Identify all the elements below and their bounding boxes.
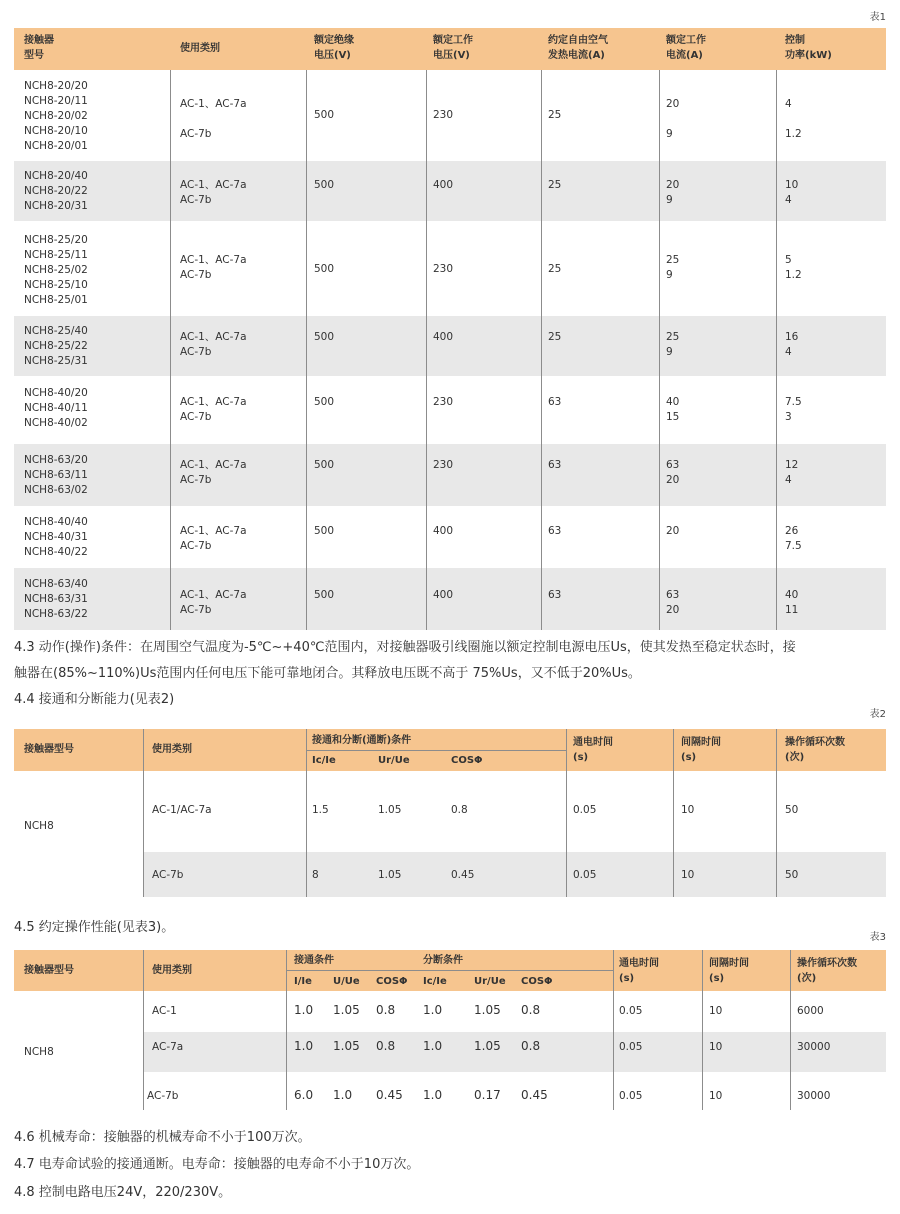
table1-header-working-current: 额定工作 电流(A) (666, 35, 706, 61)
table1-insulation-voltage: 500 (314, 589, 335, 601)
table1-power: 40 11 (785, 589, 799, 616)
table3-header-subline (286, 970, 614, 971)
table3-divider (613, 950, 614, 1110)
table3-cos-break: 0.8 (521, 1039, 541, 1053)
table2-interval: 10 (681, 804, 695, 816)
table2-cos: 0.45 (451, 869, 475, 881)
table3-time: 0.05 (619, 1041, 643, 1053)
table3-header-ic-ie: Ic/Ie (423, 976, 447, 987)
table1-thermal-current: 25 (548, 179, 562, 191)
table1-divider (426, 70, 427, 630)
table2-divider (776, 729, 777, 897)
table3-divider (790, 950, 791, 1110)
table1-working-voltage: 400 (433, 179, 454, 191)
table3-u-ue: 1.05 (333, 1039, 360, 1053)
table1-power: 26 7.5 (785, 525, 802, 552)
table1-insulation-voltage: 500 (314, 179, 335, 191)
table1-working-voltage: 400 (433, 589, 454, 601)
table1-divider (170, 70, 171, 630)
section-4-8: 4.8 控制电路电压24V，220/230V。 (14, 1185, 232, 1200)
table2-ic-ie: 1.5 (312, 804, 329, 816)
table1-category: AC-1、AC-7a AC-7b (180, 179, 247, 206)
table1-category: AC-1、AC-7a AC-7b (180, 331, 247, 358)
table1-category: AC-1、AC-7a AC-7b (180, 254, 247, 281)
table1-working-current: 63 20 (666, 459, 680, 486)
section-4-6: 4.6 机械寿命：接触器的机械寿命不小于100万次。 (14, 1130, 311, 1145)
table2-header-ur-ue: Ur/Ue (378, 755, 410, 766)
table2-model: NCH8 (24, 820, 54, 832)
table2-label: 表2 (869, 709, 886, 720)
table2-header-interval: 间隔时间 (s) (681, 737, 721, 763)
table1-model: NCH8-63/40 NCH8-63/31 NCH8-63/22 (24, 578, 88, 620)
table1-working-voltage: 230 (433, 459, 454, 471)
table1-working-voltage: 230 (433, 396, 454, 408)
table1-thermal-current: 25 (548, 263, 562, 275)
table3-header-time: 通电时间 (s) (619, 958, 659, 984)
table1-working-voltage: 230 (433, 109, 454, 121)
table3-ur-ue: 1.05 (474, 1003, 501, 1017)
table1-category: AC-1、AC-7a AC-7b (180, 589, 247, 616)
table3-model: NCH8 (24, 1046, 54, 1058)
table1-working-current: 63 20 (666, 589, 680, 616)
table3-divider (143, 950, 144, 1110)
table1-category: AC-1、AC-7a AC-7b (180, 396, 247, 423)
table2-ur-ue: 1.05 (378, 804, 402, 816)
table1-header-working-voltage: 额定工作 电压(V) (433, 35, 473, 61)
table1-model: NCH8-40/20 NCH8-40/11 NCH8-40/02 (24, 387, 88, 429)
table3-time: 0.05 (619, 1090, 643, 1102)
table3-row-bg (144, 1032, 886, 1072)
table1-row-bg (14, 444, 886, 506)
table3-header-cos-make: COSΦ (376, 976, 408, 987)
table3-interval: 10 (709, 1041, 723, 1053)
table1-thermal-current: 63 (548, 525, 562, 537)
table3-label: 表3 (869, 932, 886, 943)
table2-header-time: 通电时间 (s) (573, 737, 613, 763)
table1-model: NCH8-20/40 NCH8-20/22 NCH8-20/31 (24, 170, 88, 212)
table3-header-make: 接通条件 (294, 955, 334, 966)
table1-insulation-voltage: 500 (314, 331, 335, 343)
table1-category: AC-1、AC-7a AC-7b (180, 459, 247, 486)
table3-ic-ie: 1.0 (423, 1088, 443, 1102)
section-4-4-title: 4.4 接通和分断能力(见表2) (14, 692, 175, 707)
table3-header-interval: 间隔时间 (s) (709, 958, 749, 984)
table2-divider (673, 729, 674, 897)
table2-interval: 10 (681, 869, 695, 881)
table2-time: 0.05 (573, 804, 597, 816)
table1-divider (541, 70, 542, 630)
table3-cos-make: 0.8 (376, 1039, 396, 1053)
table3-header-break: 分断条件 (423, 955, 463, 966)
table3-header-u-ue: U/Ue (333, 976, 360, 987)
table2-category: AC-1/AC-7a (152, 804, 212, 816)
table3-ur-ue: 1.05 (474, 1039, 501, 1053)
table2-header-cycles: 操作循环次数 (次) (785, 737, 845, 763)
table2-divider (143, 729, 144, 897)
table3-time: 0.05 (619, 1005, 643, 1017)
table3-cycles: 30000 (797, 1041, 831, 1053)
table2-ur-ue: 1.05 (378, 869, 402, 881)
table3-divider (702, 950, 703, 1110)
table1-model: NCH8-25/20 NCH8-25/11 NCH8-25/02 NCH8-25/10 NCH8-25/01 (24, 234, 88, 306)
table2-ic-ie: 8 (312, 869, 319, 881)
table1-divider (776, 70, 777, 630)
table2-row-bg (144, 852, 886, 897)
table3-category: AC-7a (152, 1041, 184, 1053)
table1-power: 5 1.2 (785, 254, 802, 281)
section-4-3-line1: 4.3 动作(操作)条件：在周围空气温度为-5℃~+40℃范围内，对接触器吸引线圈施以额定控制电源电压Us，使其发热至稳定状态时，接 (14, 640, 796, 655)
table3-u-ue: 1.05 (333, 1003, 360, 1017)
table2-divider (566, 729, 567, 897)
table1-insulation-voltage: 500 (314, 109, 335, 121)
table1-power: 10 4 (785, 179, 799, 206)
table2-category: AC-7b (152, 869, 184, 881)
table1-header-insulation-voltage: 额定绝缘 电压(V) (314, 35, 354, 61)
table1-working-voltage: 400 (433, 331, 454, 343)
table3-i-ie: 1.0 (294, 1039, 314, 1053)
table1-working-current: 20 9 (666, 179, 680, 206)
table1-working-current: 25 9 (666, 254, 680, 281)
table1-thermal-current: 25 (548, 109, 562, 121)
table1-insulation-voltage: 500 (314, 263, 335, 275)
table1-header-category: 使用类别 (180, 43, 220, 54)
table3-header-ur-ue: Ur/Ue (474, 976, 506, 987)
table3-cos-make: 0.45 (376, 1088, 403, 1102)
table3-cos-break: 0.8 (521, 1003, 541, 1017)
table1-working-voltage: 400 (433, 525, 454, 537)
table1-header-power: 控制 功率(kW) (785, 35, 832, 61)
table2-header-category: 使用类别 (152, 744, 192, 755)
table3-u-ue: 1.0 (333, 1088, 353, 1102)
section-4-3-line2: 触器在(85%~110%)Us范围内任何电压下能可靠地闭合。其释放电压既不高于 75%Us，又不低于20%Us。 (14, 666, 641, 681)
table3-ur-ue: 0.17 (474, 1088, 501, 1102)
table1-label: 表1 (869, 12, 886, 23)
table3-i-ie: 1.0 (294, 1003, 314, 1017)
table3-ic-ie: 1.0 (423, 1003, 443, 1017)
table1-insulation-voltage: 500 (314, 525, 335, 537)
section-4-7: 4.7 电寿命试验的接通通断。电寿命：接触器的电寿命不小于10万次。 (14, 1157, 420, 1172)
table2-divider (306, 729, 307, 897)
table3-cycles: 30000 (797, 1090, 831, 1102)
table1-thermal-current: 25 (548, 331, 562, 343)
table1-insulation-voltage: 500 (314, 459, 335, 471)
section-4-5-title: 4.5 约定操作性能(见表3)。 (14, 920, 175, 935)
table2-time: 0.05 (573, 869, 597, 881)
table1-divider (659, 70, 660, 630)
table2-header-model: 接触器型号 (24, 744, 74, 755)
table1-working-current: 25 9 (666, 331, 680, 358)
table3-category: AC-7b (147, 1090, 179, 1102)
table1-category: AC-1、AC-7a AC-7b (180, 525, 247, 552)
table1-row-bg (14, 316, 886, 376)
table3-header-cos-break: COSΦ (521, 976, 553, 987)
table3-header-category: 使用类别 (152, 965, 192, 976)
table1-header-thermal-current: 约定自由空气 发热电流(A) (548, 35, 608, 61)
table3-cos-make: 0.8 (376, 1003, 396, 1017)
table1-divider (306, 70, 307, 630)
table3-divider (286, 950, 287, 1110)
table3-category: AC-1 (152, 1005, 177, 1017)
table3-header-model: 接触器型号 (24, 965, 74, 976)
table1-working-voltage: 230 (433, 263, 454, 275)
table3-ic-ie: 1.0 (423, 1039, 443, 1053)
table1-insulation-voltage: 500 (314, 396, 335, 408)
table1-model: NCH8-63/20 NCH8-63/11 NCH8-63/02 (24, 454, 88, 496)
table1-model: NCH8-25/40 NCH8-25/22 NCH8-25/31 (24, 325, 88, 367)
table1-model: NCH8-20/20 NCH8-20/11 NCH8-20/02 NCH8-20/10 NCH8-20/01 (24, 80, 88, 152)
table3-header-cycles: 操作循环次数 (次) (797, 958, 857, 984)
table1-thermal-current: 63 (548, 396, 562, 408)
table1-working-current: 20 9 (666, 98, 680, 140)
table2-header-condition: 接通和分断(通断)条件 (312, 735, 412, 746)
table1-power: 12 4 (785, 459, 799, 486)
table1-thermal-current: 63 (548, 459, 562, 471)
table1-category: AC-1、AC-7a AC-7b (180, 98, 247, 140)
table2-cycles: 50 (785, 804, 799, 816)
table3-cos-break: 0.45 (521, 1088, 548, 1102)
table1-model: NCH8-40/40 NCH8-40/31 NCH8-40/22 (24, 516, 88, 558)
table2-header-subline (306, 750, 567, 751)
table3-interval: 10 (709, 1090, 723, 1102)
table3-cycles: 6000 (797, 1005, 824, 1017)
table3-i-ie: 6.0 (294, 1088, 314, 1102)
table3-header-i-ie: I/Ie (294, 976, 312, 987)
table2-cycles: 50 (785, 869, 799, 881)
table1-power: 16 4 (785, 331, 799, 358)
table2-header-ic-ie: Ic/Ie (312, 755, 336, 766)
table1-header-model: 接触器 型号 (24, 35, 54, 61)
table2-cos: 0.8 (451, 804, 468, 816)
table2-header-cos: COSΦ (451, 755, 483, 766)
table1-power: 7.5 3 (785, 396, 802, 423)
table1-power: 4 1.2 (785, 98, 802, 140)
table1-working-current: 40 15 (666, 396, 680, 423)
table1-thermal-current: 63 (548, 589, 562, 601)
table3-interval: 10 (709, 1005, 723, 1017)
table1-working-current: 20 (666, 525, 680, 537)
